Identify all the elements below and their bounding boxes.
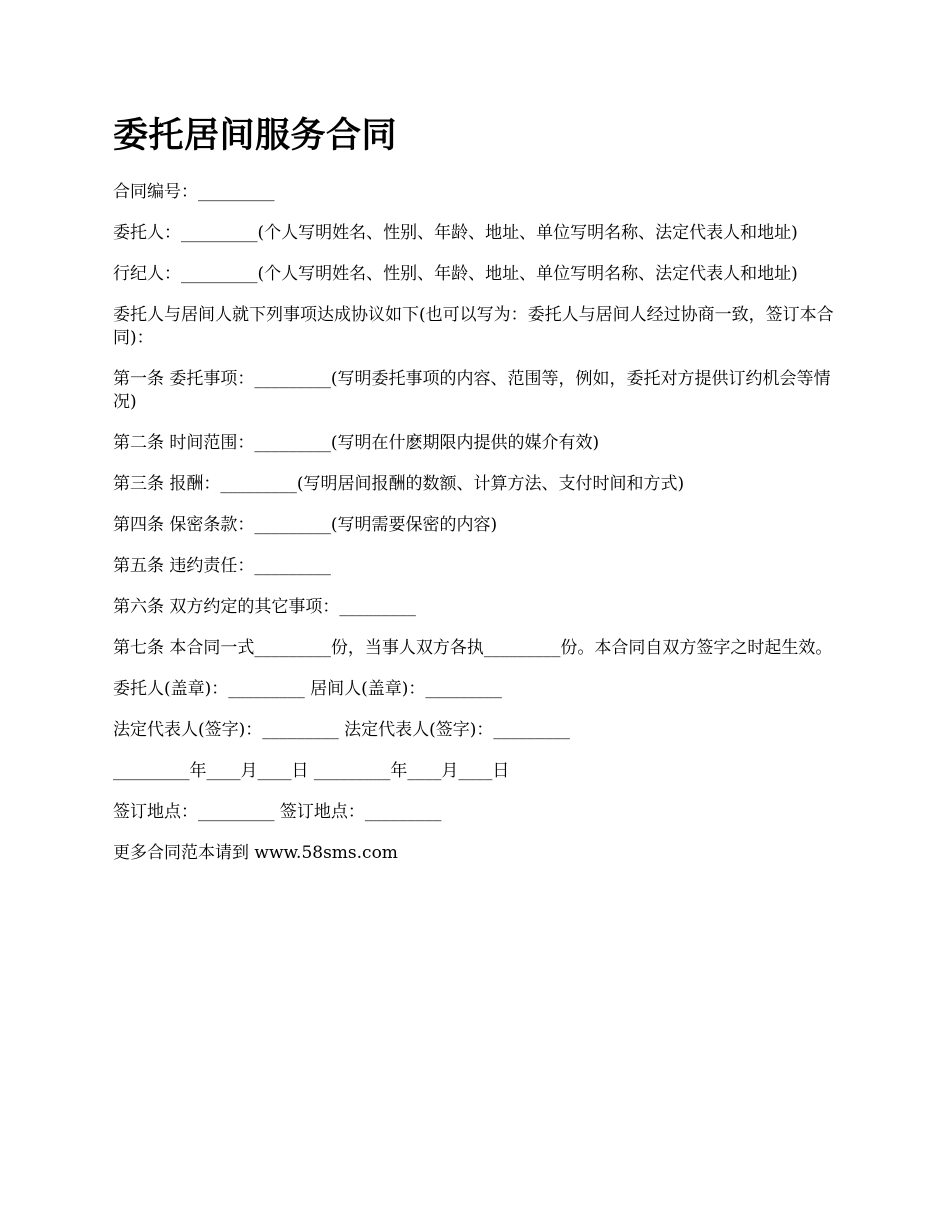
signature-line: 法定代表人(签字)：_________ 法定代表人(签字)：_________ [113,720,570,740]
contract-number-line: 合同编号：_________ [113,182,275,202]
article-7-copies: 第七条 本合同一式_________份，当事人双方各执_________份。本合同自双方签字之时起生效。 [113,638,833,658]
broker-line: 行纪人：_________(个人写明姓名、性别、年龄、地址、单位写明名称、法定代表人和地址) [113,264,798,284]
signing-place-line: 签订地点：_________ 签订地点：_________ [113,802,442,822]
seal-line: 委托人(盖章)：_________ 居间人(盖章)：_________ [113,679,502,699]
date-line: _________年____月____日 _________年____月____日 [113,761,510,781]
article-4-confidentiality: 第四条 保密条款：_________(写明需要保密的内容) [113,515,498,535]
article-1-entrusted-matters: 第一条 委托事项：_________(写明委托事项的内容、范围等，例如，委托对方提供订约机会等情况) [113,369,831,412]
footer-more-templates: 更多合同范本请到 www.58sms.com [113,843,398,863]
document-title: 委托居间服务合同 [113,116,398,156]
agreement-intro: 委托人与居间人就下列事项达成协议如下(也可以写为：委托人与居间人经过协商一致，签订本合同)： [113,305,834,348]
article-6-other-matters: 第六条 双方约定的其它事项：_________ [113,597,416,617]
article-5-liability: 第五条 违约责任：_________ [113,556,331,576]
article-2-time-scope: 第二条 时间范围：_________(写明在什麽期限内提供的媒介有效) [113,433,600,453]
article-3-remuneration: 第三条 报酬：_________(写明居间报酬的数额、计算方法、支付时间和方式) [113,474,685,494]
contract-document [113,112,841,883]
principal-line: 委托人：_________(个人写明姓名、性别、年龄、地址、单位写明名称、法定代表人和地址) [113,223,798,243]
